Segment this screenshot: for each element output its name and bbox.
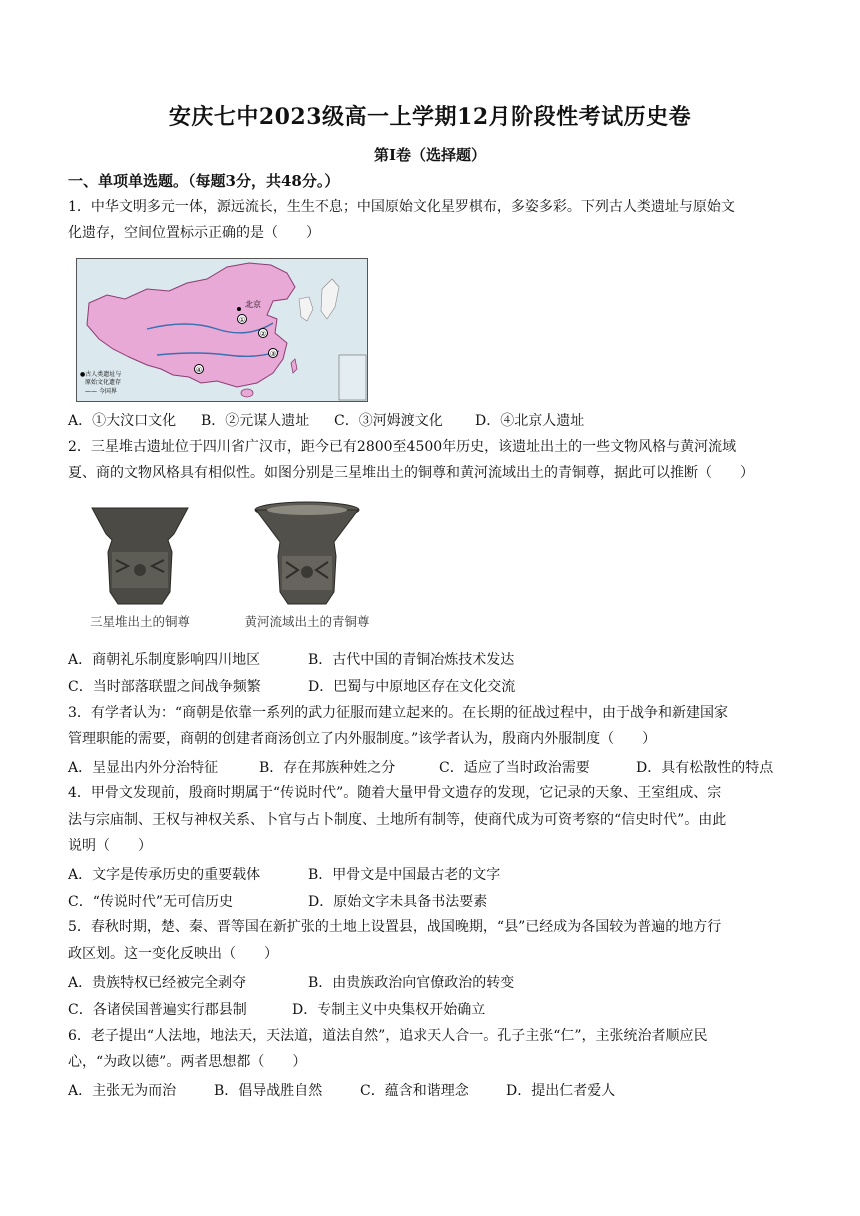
q1-stem-line1: 1．中华文明多元一体，源远流长，生生不息；中国原始文化星罗棋布，多姿多彩。下列古人类遗址与原始文: [68, 199, 735, 215]
q5-options-row1: [68, 972, 514, 992]
q5-option-c[interactable]: C．各诸侯国普遍实行郡县制: [68, 1002, 247, 1018]
q4-option-b[interactable]: B．甲骨文是中国最古老的文字: [308, 867, 501, 883]
q5-stem-line2: 政区划。这一变化反映出（ ）: [68, 946, 278, 962]
q3-option-d[interactable]: D．具有松散性的特点: [636, 760, 774, 776]
q6-option-d[interactable]: D．提出仁者爱人: [506, 1083, 616, 1099]
q5-option-b[interactable]: B．由贵族政治向官僚政治的转变: [308, 975, 515, 991]
q2-stem-line1: 2．三星堆古遗址位于四川省广汉市，距今已有2800至4500年历史，该遗址出土的一些文物风格与黄河流域: [68, 439, 737, 455]
q4-option-c[interactable]: C．“传说时代”无可信历史: [68, 894, 234, 910]
q4-stem-line1: 4．甲骨文发现前，殷商时期属于“传说时代”。随着大量甲骨文遗存的发现，它记录的天象、王室组成、宗: [68, 785, 722, 801]
q1-option-d[interactable]: D．④北京人遗址: [475, 413, 585, 429]
q3-options: [68, 757, 773, 777]
q1-option-c[interactable]: C．③河姆渡文化: [334, 413, 443, 429]
q6-option-a[interactable]: A．主张无为而治: [68, 1083, 177, 1099]
q3-stem-line1: 3．有学者认为：“商朝是依靠一系列的武力征服而建立起来的。在长期的征战过程中，由于战争和新建国家: [68, 705, 729, 721]
map-marker-3: ③: [269, 350, 277, 358]
map-marker-1: ①: [238, 316, 246, 324]
q4-stem-line3: 说明（ ）: [68, 838, 152, 854]
q6-stem-line1: 6．老子提出“人法地，地法天，天法道，道法自然”，追求天人合一。孔子主张“仁”，主张统治者顺应民: [68, 1028, 708, 1044]
q3-stem-line2: 管理职能的需要，商朝的创建者商汤创立了内外服制度。”该学者认为，殷商内外服制度（ ）: [68, 731, 657, 747]
exam-title: 安庆七中2023级高一上学期12月阶段性考试历史卷: [168, 104, 692, 130]
bronze-vessel-2-image: [242, 500, 372, 610]
exam-subtitle: 第Ⅰ卷（选择题）: [373, 146, 487, 164]
q2-options-row1: [68, 649, 514, 669]
china-map-illustration: [77, 259, 367, 401]
q1-option-a[interactable]: A．①大汶口文化: [68, 413, 177, 429]
q3-option-b[interactable]: B．存在邦族种姓之分: [259, 760, 396, 776]
q1-map: [76, 258, 368, 402]
q2-options-row2: [68, 676, 515, 696]
bronze-caption-2: 黄河流域出土的青铜尊: [244, 614, 370, 629]
q2-option-a[interactable]: A．商朝礼乐制度影响四川地区: [68, 652, 261, 668]
section-heading: 一、单项单选题。（每题3分，共48分。）: [68, 172, 340, 190]
q4-stem-line2: 法与宗庙制、王权与神权关系、卜官与占卜制度、土地所有制等，使商代成为可资考察的“信史时代”。由此: [68, 812, 727, 828]
bronze-caption-1: 三星堆出土的铜尊: [89, 614, 190, 629]
bronze-vessel-1-image: [70, 500, 210, 610]
q2-option-c[interactable]: C．当时部落联盟之间战争频繁: [68, 679, 261, 695]
map-legend-line1: ●古人类遗址与: [80, 371, 122, 378]
q1-options: [68, 410, 584, 430]
q6-options: [68, 1080, 615, 1100]
q6-option-c[interactable]: C．蕴含和谐理念: [360, 1083, 469, 1099]
map-city-label: 北京: [245, 300, 261, 309]
q4-option-a[interactable]: A．文字是传承历史的重要载体: [68, 867, 261, 883]
map-marker-2: ②: [259, 330, 267, 338]
q2-option-d[interactable]: D．巴蜀与中原地区存在文化交流: [308, 679, 516, 695]
map-legend-line3: —— 今国界: [85, 388, 117, 395]
sanxingdui-bronze-zun: [70, 500, 210, 630]
q3-option-c[interactable]: C．适应了当时政治需要: [439, 760, 590, 776]
q1-stem-line2: 化遗存，空间位置标示正确的是（ ）: [68, 225, 320, 241]
q6-option-b[interactable]: B．倡导战胜自然: [214, 1083, 323, 1099]
q2-stem-line2: 夏、商的文物风格具有相似性。如图分别是三星堆出土的铜尊和黄河流域出土的青铜尊，据此可以推断（ ）: [68, 465, 754, 481]
q1-option-b[interactable]: B．②元谋人遗址: [201, 413, 310, 429]
q4-option-d[interactable]: D．原始文字未具备书法要素: [308, 894, 488, 910]
q3-option-a[interactable]: A．呈显出内外分治特征: [68, 760, 219, 776]
q6-stem-line2: 心，“为政以德”。两者思想都（ ）: [68, 1054, 307, 1070]
map-legend-line2: 原始文化遗存: [85, 379, 122, 386]
q5-option-d[interactable]: D．专制主义中央集权开始确立: [292, 1002, 486, 1018]
q5-stem-line1: 5．春秋时期，楚、秦、晋等国在新扩张的土地上设置县，战国晚期，“县”已经成为各国较为普遍的地方行: [68, 919, 722, 935]
q4-options-row1: [68, 864, 500, 884]
yellow-river-bronze-zun: [242, 500, 372, 630]
q5-option-a[interactable]: A．贵族特权已经被完全剥夺: [68, 975, 247, 991]
map-marker-4: ④: [195, 366, 203, 374]
q5-options-row2: [68, 999, 485, 1019]
q4-options-row2: [68, 891, 487, 911]
q2-option-b[interactable]: B．古代中国的青铜冶炼技术发达: [308, 652, 515, 668]
